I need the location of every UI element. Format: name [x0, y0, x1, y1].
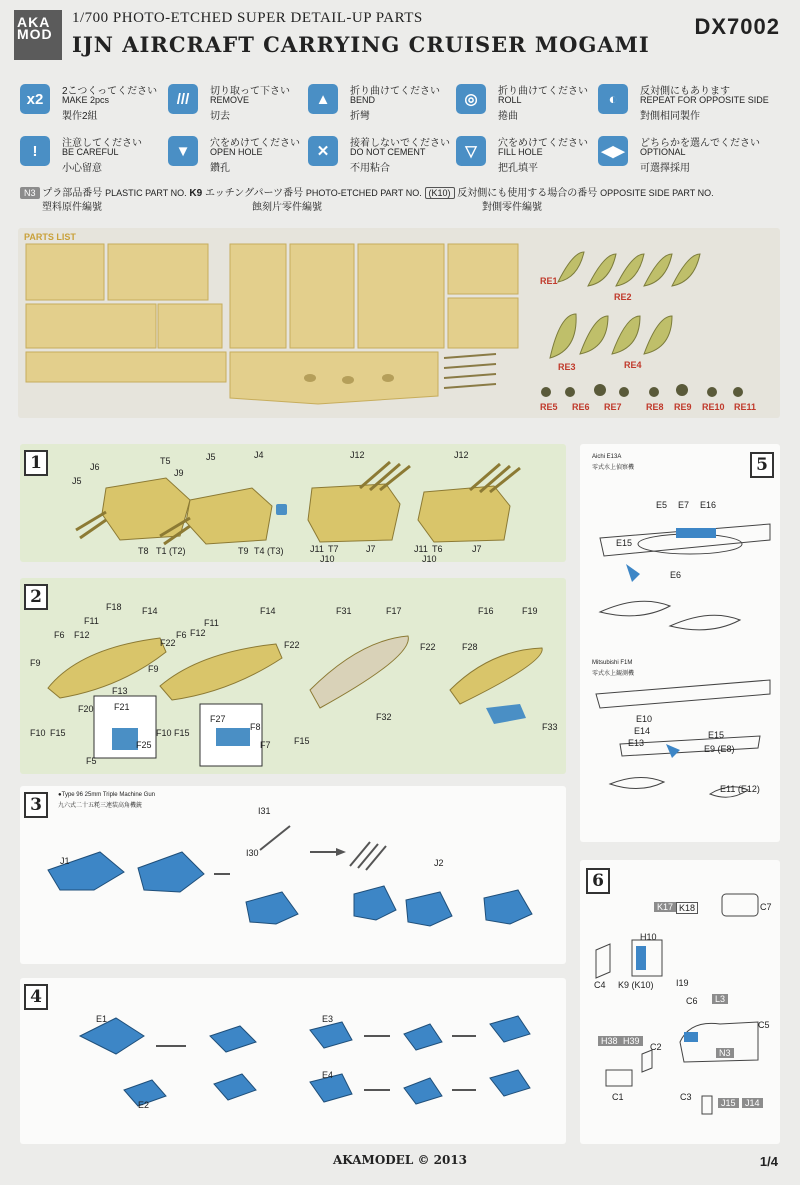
part-label: T9 — [238, 546, 249, 556]
part-label: J5 — [72, 476, 82, 486]
part-label: F5 — [86, 756, 97, 766]
photo-etched-fret-illustration — [18, 228, 780, 418]
legend-en: BEND — [350, 95, 376, 105]
part-label: E13 — [628, 738, 645, 748]
opposite-part-label: K18 — [676, 902, 698, 914]
product-code: DX7002 — [694, 14, 780, 39]
legend-en: REMOVE — [210, 95, 250, 105]
legend-item — [456, 132, 606, 180]
part-label: F6 — [176, 630, 187, 640]
part-label: J11 — [310, 544, 324, 554]
part-label: F14 — [142, 606, 158, 616]
part-label: F27 — [210, 714, 226, 724]
part-label: T5 — [160, 456, 171, 466]
part-label: RE2 — [614, 292, 632, 302]
part-label: F22 — [160, 638, 176, 648]
part-label: I19 — [676, 978, 689, 988]
part-label: RE11 — [734, 402, 757, 412]
parts-list-panel — [18, 228, 780, 418]
legend-jp: 反対側にもあります — [640, 86, 730, 97]
part-label: J7 — [472, 544, 482, 554]
legend-jp: 折り曲けてください — [498, 86, 588, 97]
part-label: T4 (T3) — [254, 546, 284, 556]
part-label: F20 — [78, 704, 94, 714]
part-label: F21 — [114, 702, 130, 712]
legend-en: BE CAREFUL — [62, 147, 119, 157]
part-label: F13 — [112, 686, 128, 696]
step-number: 2 — [24, 584, 48, 610]
part-label: RE4 — [624, 360, 642, 370]
legend-item — [308, 80, 458, 128]
step-5-panel — [580, 444, 780, 842]
legend-item — [168, 132, 318, 180]
open-hole-icon: ▼ — [168, 136, 198, 166]
part-label: E4 — [322, 1070, 334, 1080]
part-label: E10 — [636, 714, 653, 724]
part-label: F18 — [106, 602, 122, 612]
part-label: J4 — [254, 450, 264, 460]
step-number: 5 — [750, 452, 774, 478]
legend-en: DO NOT CEMENT — [350, 147, 426, 157]
part-label: RE10 — [702, 402, 725, 412]
part-label: F7 — [260, 740, 271, 750]
legend-zh: 不用粘合 — [350, 163, 390, 174]
legend-zh: 對側相同製作 — [640, 111, 700, 122]
opposite-part-en: OPPOSITE SIDE PART NO. — [600, 188, 714, 198]
part-label: F31 — [336, 606, 352, 616]
part-label: H10 — [640, 932, 657, 942]
part-label: F15 — [174, 728, 190, 738]
legend-jp: 接着しないでください — [350, 138, 450, 149]
page-title: IJN AIRCRAFT CARRYING CRUISER MOGAMI — [72, 32, 650, 57]
plastic-part-label: H38 — [598, 1036, 621, 1046]
pe-part-jp: エッチングパーツ番号 — [204, 188, 304, 199]
part-label: F14 — [260, 606, 276, 616]
legend-zh: 可選擇採用 — [640, 163, 690, 174]
part-label: F32 — [376, 712, 392, 722]
part-label: K9 (K10) — [618, 980, 654, 990]
part-label: RE7 — [604, 402, 622, 412]
part-label: F9 — [30, 658, 41, 668]
page-subtitle: 1/700 PHOTO-ETCHED SUPER DETAIL-UP PARTS — [72, 10, 423, 26]
plane-1-name-jp: 零式水上偵察機 — [592, 465, 635, 471]
brand-logo-line1: AKA — [17, 14, 51, 30]
part-label: C1 — [612, 1092, 624, 1102]
legend-item — [598, 80, 780, 128]
legend-item — [456, 80, 606, 128]
step-6-panel — [580, 860, 780, 1144]
legend-item — [308, 132, 458, 180]
plastic-part-label: K17 — [654, 902, 676, 912]
opposite-part-zh: 對側零件編號 — [482, 202, 542, 213]
legend-zh: 折彎 — [350, 111, 370, 122]
legend-en: OPEN HOLE — [210, 147, 263, 157]
part-label: C2 — [650, 1042, 662, 1052]
part-label: C7 — [760, 902, 772, 912]
make-two-icon — [276, 504, 287, 515]
part-label: F6 — [54, 630, 65, 640]
legend-jp: 切り取って下さい — [210, 86, 290, 97]
legend-zh: 小心留意 — [62, 163, 102, 174]
part-label: F10 — [156, 728, 172, 738]
legend-item — [168, 80, 318, 128]
step-number: 6 — [586, 868, 610, 894]
part-label: RE6 — [572, 402, 590, 412]
legend-en: FILL HOLE — [498, 147, 543, 157]
legend-en: OPTIONAL — [640, 147, 686, 157]
plastic-part-label: L3 — [712, 994, 728, 1004]
no-cement-icon: ✕ — [308, 136, 338, 166]
part-label: J12 — [454, 450, 469, 460]
part-label: J2 — [434, 858, 444, 868]
part-label: J12 — [350, 450, 365, 460]
part-label: E1 — [96, 1014, 108, 1024]
part-label: RE5 — [540, 402, 558, 412]
part-label: E9 (E8) — [704, 744, 735, 754]
part-label: C5 — [758, 1020, 770, 1030]
careful-icon: ! — [20, 136, 50, 166]
brand-logo-line2: MOD — [17, 26, 53, 42]
part-label: E16 — [700, 500, 717, 510]
part-label: F25 — [136, 740, 152, 750]
legend-en: ROLL — [498, 95, 522, 105]
part-label: RE9 — [674, 402, 692, 412]
legend-jp: 2こつくってください — [62, 86, 158, 97]
part-label: F9 — [148, 664, 159, 674]
part-label: F15 — [294, 736, 310, 746]
part-label: I31 — [258, 806, 271, 816]
plane-2-name-en: Mitsubishi F1M — [592, 660, 633, 666]
part-label: E15 — [708, 730, 725, 740]
opposite-part-jp: 反対側にも使用する場合の番号 — [457, 188, 598, 199]
plastic-part-label: J14 — [742, 1098, 763, 1108]
part-label: I30 — [246, 848, 259, 858]
part-label: RE1 — [540, 276, 558, 286]
part-label: F8 — [250, 722, 261, 732]
part-label: J5 — [206, 452, 216, 462]
step-number: 1 — [24, 450, 48, 476]
part-label: F15 — [50, 728, 66, 738]
part-label: T6 — [432, 544, 443, 554]
brand-logo — [14, 10, 62, 60]
plastic-part-zh: 塑料原件編號 — [42, 202, 102, 213]
legend-jp: 折り曲けてください — [350, 86, 440, 97]
legend — [20, 80, 780, 218]
turret-assembly-illustration — [20, 444, 566, 562]
part-label: F12 — [74, 630, 90, 640]
legend-jp: 穴をめけてください — [210, 138, 300, 149]
plastic-part-en: PLASTIC PART NO. — [105, 188, 187, 198]
part-label: J10 — [320, 554, 335, 564]
part-label: RE8 — [646, 402, 664, 412]
step-1-panel — [20, 444, 566, 562]
legend-zh: 把孔填平 — [498, 163, 538, 174]
part-label: F33 — [542, 722, 558, 732]
mount-assembly-illustration — [20, 978, 566, 1144]
page-number: 1/4 — [759, 1154, 778, 1169]
part-label: E3 — [322, 1014, 334, 1024]
legend-jp: 注意してください — [62, 138, 142, 149]
plastic-part-label: J15 — [718, 1098, 739, 1108]
legend-item — [598, 132, 780, 180]
part-label: E7 — [678, 500, 690, 510]
part-label: F22 — [284, 640, 300, 650]
step-2-panel — [20, 578, 566, 774]
part-label: E6 — [670, 570, 682, 580]
part-label: E5 — [656, 500, 668, 510]
step-number: 3 — [24, 792, 48, 818]
step-4-panel — [20, 978, 566, 1144]
part-label: F11 — [84, 616, 99, 626]
pe-part-en: PHOTO-ETCHED PART NO. — [305, 188, 422, 198]
plane-1-name-en: Aichi E13A — [592, 454, 622, 460]
part-label: F12 — [190, 628, 206, 638]
part-label: C3 — [680, 1092, 692, 1102]
part-label: T7 — [328, 544, 339, 554]
step-3-panel — [20, 786, 566, 964]
legend-zh: 切去 — [210, 111, 230, 122]
optional-icon: ◀▶ — [598, 136, 628, 166]
legend-jp: 穴をめけてください — [498, 138, 588, 149]
step-caption-jp: 九六式二十五粍三連装高角機銃 — [58, 803, 143, 809]
part-label: T8 — [138, 546, 149, 556]
step-caption-en: ●Type 96 25mm Triple Machine Gun — [58, 792, 156, 798]
remove-icon: /// — [168, 84, 198, 114]
footer-copyright: AKAMODEL © 2013 — [332, 1153, 468, 1167]
part-label: T1 (T2) — [156, 546, 186, 556]
step-number: 4 — [24, 984, 48, 1010]
plastic-part-jp: プラ部品番号 — [42, 188, 103, 199]
legend-zh: 製作2組 — [62, 111, 98, 122]
part-label: F16 — [478, 606, 494, 616]
part-label: E14 — [634, 726, 651, 736]
plastic-part-label: H39 — [620, 1036, 643, 1046]
part-label: F10 — [30, 728, 46, 738]
part-label: RE3 — [558, 362, 576, 372]
legend-en: MAKE 2pcs — [62, 95, 110, 105]
pe-part-tag: K9 — [189, 188, 203, 199]
plane-2-name-jp: 零式水上観測機 — [592, 671, 635, 677]
roll-icon: ◎ — [456, 84, 486, 114]
plastic-part-label: N3 — [716, 1048, 734, 1058]
part-label: J9 — [174, 468, 184, 478]
part-label: F19 — [522, 606, 538, 616]
plastic-part-tag: N3 — [20, 187, 40, 199]
part-label: F28 — [462, 642, 478, 652]
part-label: E11 (E12) — [720, 784, 760, 794]
part-label: C6 — [686, 996, 698, 1006]
legend-zh: 捲曲 — [498, 111, 518, 122]
legend-item — [20, 132, 170, 180]
part-label: J11 — [414, 544, 428, 554]
part-label: J10 — [422, 554, 437, 564]
parts-list-title: PARTS LIST — [24, 232, 76, 242]
pe-part-zh: 蝕刻片零件編號 — [252, 202, 322, 213]
part-label: E2 — [138, 1100, 150, 1110]
fill-hole-icon: ▽ — [456, 136, 486, 166]
legend-item — [20, 80, 170, 128]
part-label: F11 — [204, 618, 219, 628]
legend-jp: どちらかを選んでください — [640, 138, 760, 149]
part-label: C4 — [594, 980, 606, 990]
opposite-side-icon: ◐ — [598, 84, 628, 114]
bend-icon: ▲ — [308, 84, 338, 114]
part-label: E15 — [616, 538, 633, 548]
part-label: J7 — [366, 544, 376, 554]
machine-gun-assembly-illustration — [20, 786, 566, 964]
part-label: F17 — [386, 606, 402, 616]
part-label: J6 — [90, 462, 100, 472]
legend-en: REPEAT FOR OPPOSITE SIDE — [640, 95, 769, 105]
part-number-key — [20, 184, 780, 218]
make-two-icon: x2 — [20, 84, 50, 114]
part-label: J1 — [60, 856, 70, 866]
part-label: F22 — [420, 642, 436, 652]
opposite-part-tag: (K10) — [425, 187, 455, 199]
legend-zh: 鑽孔 — [210, 163, 230, 174]
